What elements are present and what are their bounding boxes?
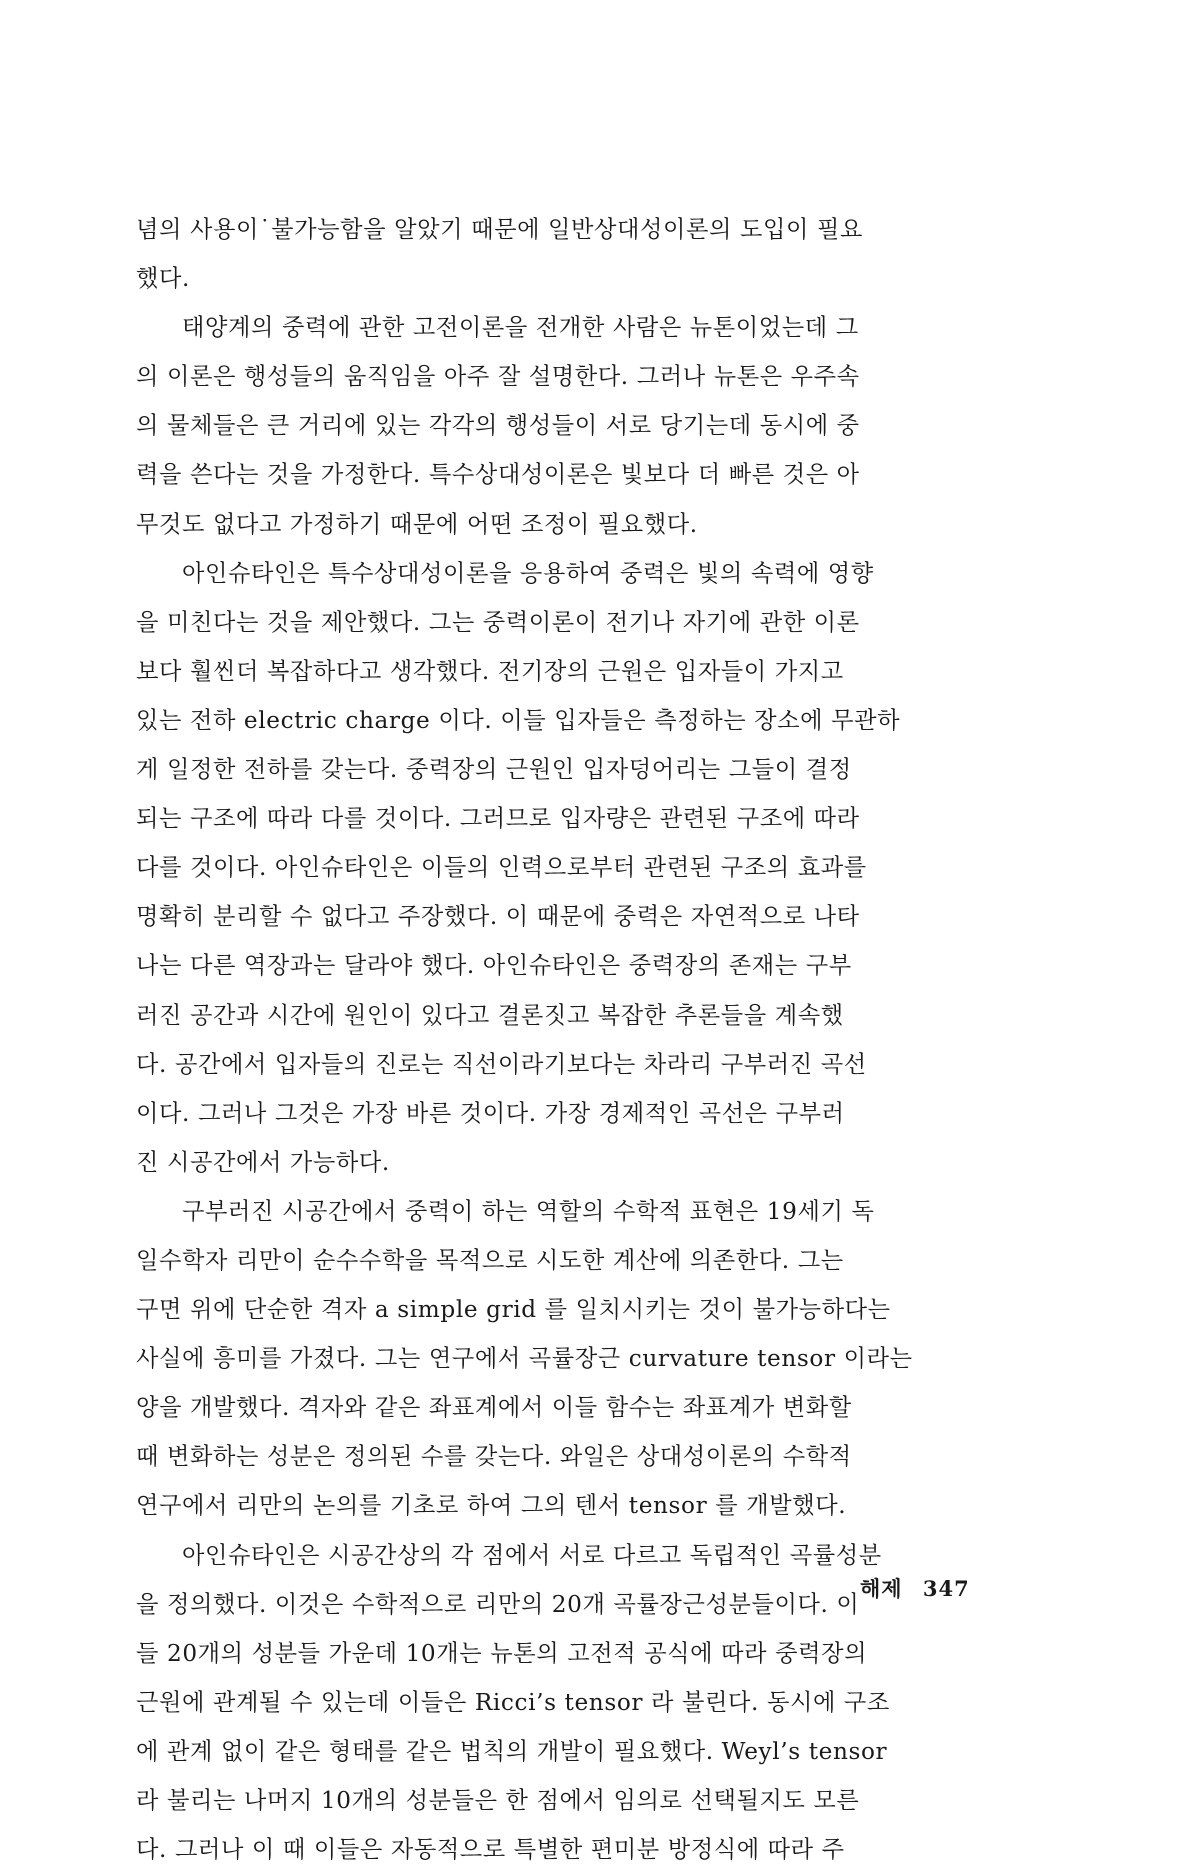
text-line: 을 미친다는 것을 제안했다. 그는 중력이론이 전기나 자기에 관한 이론 <box>136 608 860 636</box>
text-line: 다. 그러나 이 때 이들은 자동적으로 특별한 편미분 방정식에 따라 주 <box>136 1836 845 1864</box>
text-line: 태양계의 중력에 관한 고전이론을 전개한 사람은 뉴톤이었는데 그 <box>182 314 859 342</box>
text-line: 에 관계 없이 같은 형태를 같은 법칙의 개발이 필요했다. Weyl’s tensor <box>136 1737 888 1765</box>
text-line: 나는 다른 역장과는 달라야 했다. 아인슈타인은 중력장의 존재는 구부 <box>136 952 852 980</box>
text-line: 구부러진 시공간에서 중력이 하는 역할의 수학적 표현은 19세기 독 <box>182 1197 875 1225</box>
text-line: 게 일정한 전하를 갖는다. 중력장의 근원인 입자덩어리는 그들이 결정 <box>136 756 852 784</box>
text-line: 아인슈타인은 시공간상의 각 점에서 서로 다르고 독립적인 곡률성분 <box>182 1541 882 1569</box>
text-line: 념의 사용이˙불가능함을 알았기 때문에 일반상대성이론의 도입이 필요 <box>136 216 863 243</box>
text-line: 일수학자 리만이 순수수학을 목적으로 시도한 계산에 의존한다. 그는 <box>136 1246 844 1274</box>
text-line: 러진 공간과 시간에 원인이 있다고 결론짓고 복잡한 추론들을 계속했 <box>136 1001 844 1029</box>
text-line: 의 이론은 행성들의 움직임을 아주 잘 설명한다. 그러나 뉴톤은 우주속 <box>136 363 860 391</box>
text-line: 연구에서 리만의 논의를 기초로 하여 그의 텐서 tensor 를 개발했다. <box>136 1492 847 1520</box>
text-line: 력을 쓴다는 것을 가정한다. 특수상대성이론은 빛보다 더 빠른 것은 아 <box>136 461 860 489</box>
text-line: 있는 전하 electric charge 이다. 이들 입자들은 측정하는 장소에 무관하 <box>136 706 901 734</box>
text-line: 구면 위에 단순한 격자 a simple grid 를 일치시키는 것이 불가능하다는 <box>136 1296 891 1324</box>
text-line: 명확히 분리할 수 없다고 주장했다. 이 때문에 중력은 자연적으로 나타 <box>136 903 860 931</box>
text-line: 진 시공간에서 가능하다. <box>136 1148 390 1176</box>
text-line: 근원에 관계될 수 있는데 이들은 Ricci’s tensor 라 불린다. 동시에 구조 <box>136 1688 890 1716</box>
text-line: 라 불리는 나머지 10개의 성분들은 한 점에서 임의로 선택될지도 모른 <box>136 1787 860 1814</box>
text-line: 다를 것이다. 아인슈타인은 이들의 인력으로부터 관련된 구조의 효과를 <box>136 854 867 882</box>
paragraph <box>136 303 1016 548</box>
paragraph <box>136 549 1016 1187</box>
running-section-title: 해제 <box>860 1576 903 1601</box>
text-line: 의 물체들은 큰 거리에 있는 각각의 행성들이 서로 당기는데 동시에 중 <box>136 412 860 440</box>
text-line: 아인슈타인은 특수상대성이론을 응용하여 중력은 빛의 속력에 영향 <box>182 559 874 587</box>
text-line: 다. 공간에서 입자들의 진로는 직선이라기보다는 차라리 구부러진 곡선 <box>136 1050 867 1078</box>
page-number: 347 <box>922 1576 970 1601</box>
text-line: 무것도 없다고 가정하기 때문에 어떤 조정이 필요했다. <box>136 510 698 538</box>
page-footer <box>860 1573 970 1603</box>
body-text <box>136 205 1016 1874</box>
text-line: 되는 구조에 따라 다를 것이다. 그러므로 입자량은 관련된 구조에 따라 <box>136 805 860 833</box>
text-line: 사실에 흥미를 가졌다. 그는 연구에서 곡률장근 curvature tensor 이라는 <box>136 1345 913 1373</box>
text-line: 을 정의했다. 이것은 수학적으로 리만의 20개 곡률장근성분들이다. 이 <box>136 1590 860 1618</box>
text-line: 들 20개의 성분들 가운데 10개는 뉴톤의 고전적 공식에 따라 중력장의 <box>136 1639 868 1667</box>
paragraph <box>136 205 1016 303</box>
text-line: 이다. 그러나 그것은 가장 바른 것이다. 가장 경제적인 곡선은 구부러 <box>136 1099 845 1127</box>
text-line: 했다. <box>136 265 190 293</box>
text-line: 보다 훨씬더 복잡하다고 생각했다. 전기장의 근원은 입자들이 가지고 <box>136 657 844 685</box>
text-line: 양을 개발했다. 격자와 같은 좌표계에서 이들 함수는 좌표계가 변화할 <box>136 1394 852 1422</box>
paragraph <box>136 1187 1016 1531</box>
text-line: 때 변화하는 성분은 정의된 수를 갖는다. 와일은 상대성이론의 수학적 <box>136 1443 852 1471</box>
